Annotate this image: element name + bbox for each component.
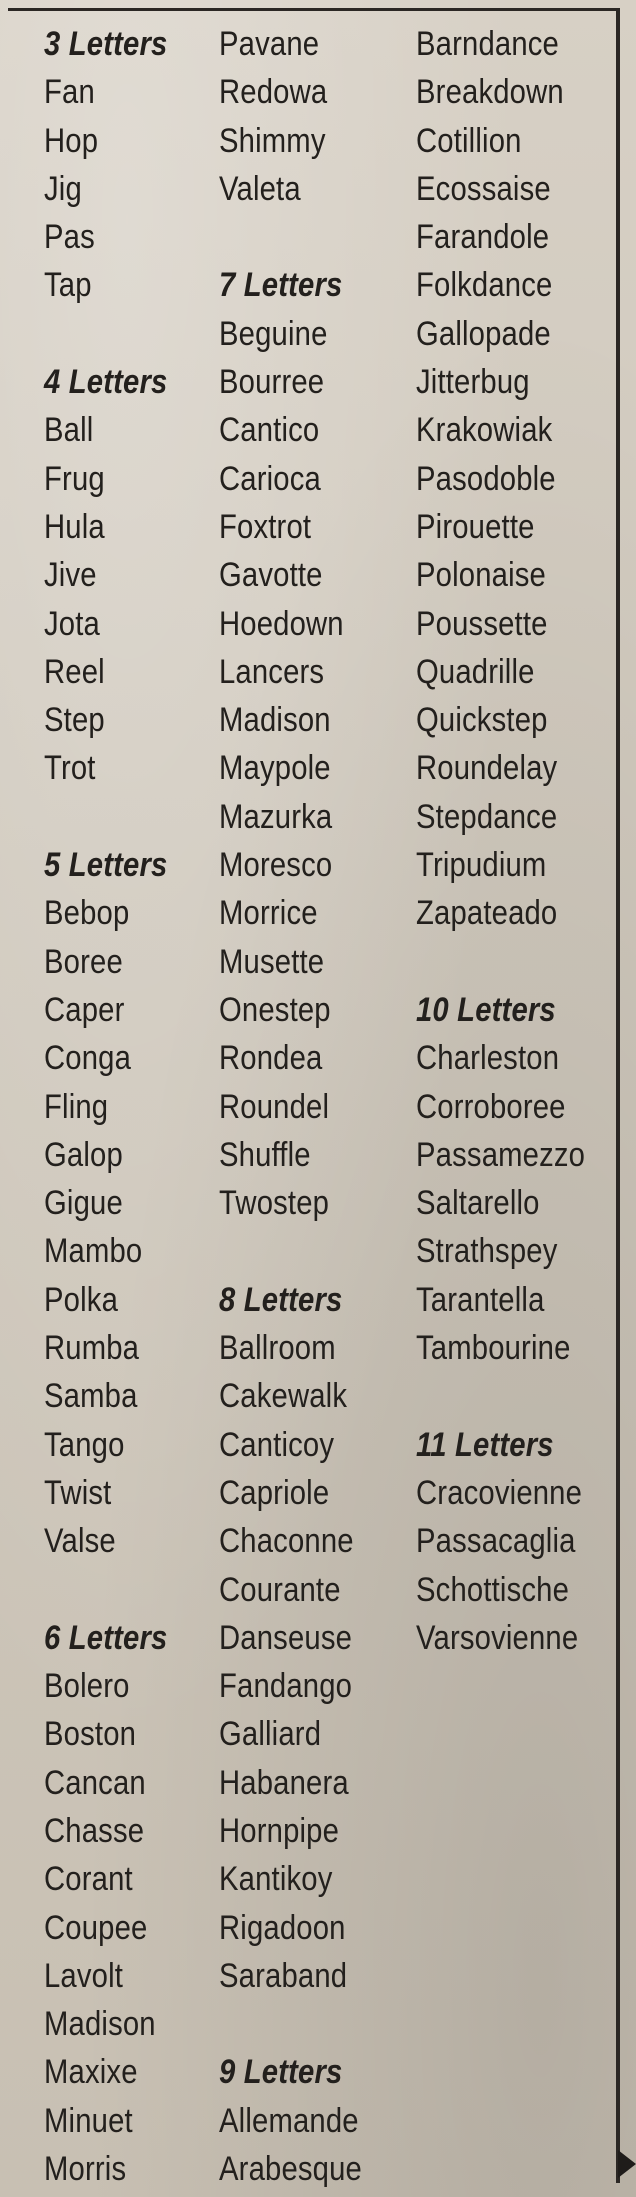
dance-word: Coupee (44, 1908, 148, 1947)
dance-word: Pasodoble (416, 459, 556, 498)
dance-word: Passacaglia (416, 1522, 576, 1561)
section-heading: 7 Letters (219, 266, 343, 305)
dance-word: Fling (44, 1087, 109, 1126)
dance-word: Shuffle (219, 1135, 311, 1174)
dance-word: Boston (44, 1715, 137, 1754)
section-heading: 11 Letters (416, 1425, 554, 1464)
dance-word: Saltarello (416, 1184, 540, 1223)
dance-word: Onestep (219, 990, 331, 1029)
dance-word: Ball (44, 411, 94, 450)
dance-word: Poussette (416, 604, 548, 643)
dance-word: Musette (219, 942, 325, 981)
dance-word: Chasse (44, 1811, 145, 1850)
dance-word: Minuet (44, 2101, 133, 2140)
dance-word: Pavane (219, 25, 320, 63)
dance-word: Gigue (44, 1184, 123, 1223)
dance-word: Mazurka (219, 797, 333, 836)
dance-word: Cantico (219, 411, 320, 450)
section-heading: 8 Letters (219, 1280, 343, 1319)
dance-word: Bourree (219, 363, 325, 402)
dance-word: Reel (44, 652, 105, 691)
dance-word: Tambourine (416, 1329, 571, 1368)
dance-word: Beguine (219, 314, 328, 353)
section-heading: 9 Letters (219, 2053, 343, 2092)
continue-arrow-icon (618, 2150, 636, 2178)
dance-word: Fan (44, 73, 95, 112)
dance-word: Gavotte (219, 556, 323, 595)
dance-word: Rigadoon (219, 1908, 346, 1947)
dance-word: Polonaise (416, 556, 546, 595)
dance-word: Hornpipe (219, 1811, 340, 1850)
dance-word: Farandole (416, 218, 550, 257)
dance-word: Ballroom (219, 1329, 336, 1368)
dance-word: Capriole (219, 1473, 330, 1512)
dance-word: Arabesque (219, 2150, 362, 2189)
dance-word: Maxixe (44, 2053, 138, 2092)
dance-word: Kantikoy (219, 1860, 333, 1899)
dance-word: Madison (44, 2005, 156, 2044)
dance-word: Charleston (416, 1039, 560, 1078)
section-spacer (416, 1372, 585, 1420)
dance-word: Tarantella (416, 1280, 545, 1319)
dance-word: Pirouette (416, 507, 535, 546)
dance-word: Rumba (44, 1329, 140, 1368)
dance-word: Redowa (219, 73, 328, 112)
dance-word: Tango (44, 1425, 125, 1464)
dance-word: Roundelay (416, 749, 558, 788)
dance-word: Step (44, 701, 105, 740)
dance-word: Quickstep (416, 701, 548, 740)
word-column-1 (44, 20, 188, 2193)
word-column-2 (219, 20, 385, 2193)
word-column-3 (416, 20, 613, 1662)
section-heading: 5 Letters (44, 846, 168, 885)
dance-word: Cracovienne (416, 1473, 583, 1512)
dance-word: Morrice (219, 894, 318, 933)
dance-word: Samba (44, 1377, 138, 1416)
dance-word: Ecossaise (416, 169, 551, 208)
dance-word: Gallopade (416, 314, 551, 353)
dance-word: Zapateado (416, 894, 558, 933)
dance-word: Boree (44, 942, 123, 981)
dance-word: Moresco (219, 846, 333, 885)
dance-word: Morris (44, 2150, 127, 2189)
dance-word: Galliard (219, 1715, 322, 1754)
section-spacer (44, 1566, 167, 1614)
dance-word: Twist (44, 1473, 112, 1512)
section-heading: 6 Letters (44, 1618, 168, 1657)
dance-word: Polka (44, 1280, 119, 1319)
dance-word: Courante (219, 1570, 341, 1609)
dance-word: Passamezzo (416, 1135, 586, 1174)
section-spacer (219, 2000, 362, 2048)
dance-word: Foxtrot (219, 507, 312, 546)
dance-word: Shimmy (219, 121, 326, 160)
dance-word: Rondea (219, 1039, 323, 1078)
dance-word: Madison (219, 701, 331, 740)
dance-word: Carioca (219, 459, 321, 498)
dance-word: Lancers (219, 652, 325, 691)
dance-word: Hoedown (219, 604, 344, 643)
dance-word: Jig (44, 169, 82, 208)
dance-word: Valse (44, 1522, 116, 1561)
dance-word: Allemande (219, 2101, 359, 2140)
dance-word: Cotillion (416, 121, 522, 160)
section-spacer (219, 213, 362, 261)
dance-word: Varsovienne (416, 1618, 579, 1657)
dance-word: Jive (44, 556, 97, 595)
dance-word: Cakewalk (219, 1377, 348, 1416)
dance-word: Canticoy (219, 1425, 335, 1464)
dance-word: Folkdance (416, 266, 553, 305)
section-heading: 10 Letters (416, 990, 556, 1029)
section-heading: 3 Letters (44, 25, 168, 63)
dance-word: Breakdown (416, 73, 564, 112)
dance-word: Conga (44, 1039, 132, 1078)
dance-word: Bebop (44, 894, 130, 933)
dance-word: Corant (44, 1860, 133, 1899)
section-spacer (416, 938, 585, 986)
dance-word: Pas (44, 218, 95, 257)
dance-word: Hop (44, 121, 99, 160)
dance-word: Trot (44, 749, 96, 788)
dance-word: Stepdance (416, 797, 558, 836)
dance-word: Maypole (219, 749, 331, 788)
section-heading: 4 Letters (44, 363, 168, 402)
dance-word: Jota (44, 604, 100, 643)
section-spacer (44, 310, 167, 358)
dance-word: Strathspey (416, 1232, 558, 1271)
section-spacer (219, 1227, 362, 1275)
dance-word: Krakowiak (416, 411, 553, 450)
dance-word: Saraband (219, 1956, 348, 1995)
dance-word: Tripudium (416, 846, 547, 885)
dance-word: Tap (44, 266, 92, 305)
dance-word: Caper (44, 990, 125, 1029)
section-spacer (44, 793, 167, 841)
dance-word: Corroboree (416, 1087, 566, 1126)
dance-word: Chaconne (219, 1522, 354, 1561)
dance-word: Bolero (44, 1667, 130, 1706)
dance-word: Danseuse (219, 1618, 353, 1657)
dance-word: Valeta (219, 169, 301, 208)
dance-word: Fandango (219, 1667, 353, 1706)
dance-word: Jitterbug (416, 363, 530, 402)
dance-word: Barndance (416, 25, 559, 63)
dance-word: Quadrille (416, 652, 535, 691)
dance-word: Roundel (219, 1087, 330, 1126)
dance-word: Hula (44, 507, 105, 546)
dance-word: Lavolt (44, 1956, 124, 1995)
dance-word: Cancan (44, 1763, 146, 1802)
dance-word: Schottische (416, 1570, 570, 1609)
dance-word: Twostep (219, 1184, 330, 1223)
dance-word: Habanera (219, 1763, 349, 1802)
dance-word: Frug (44, 459, 105, 498)
dance-word: Mambo (44, 1232, 143, 1271)
dance-word: Galop (44, 1135, 123, 1174)
